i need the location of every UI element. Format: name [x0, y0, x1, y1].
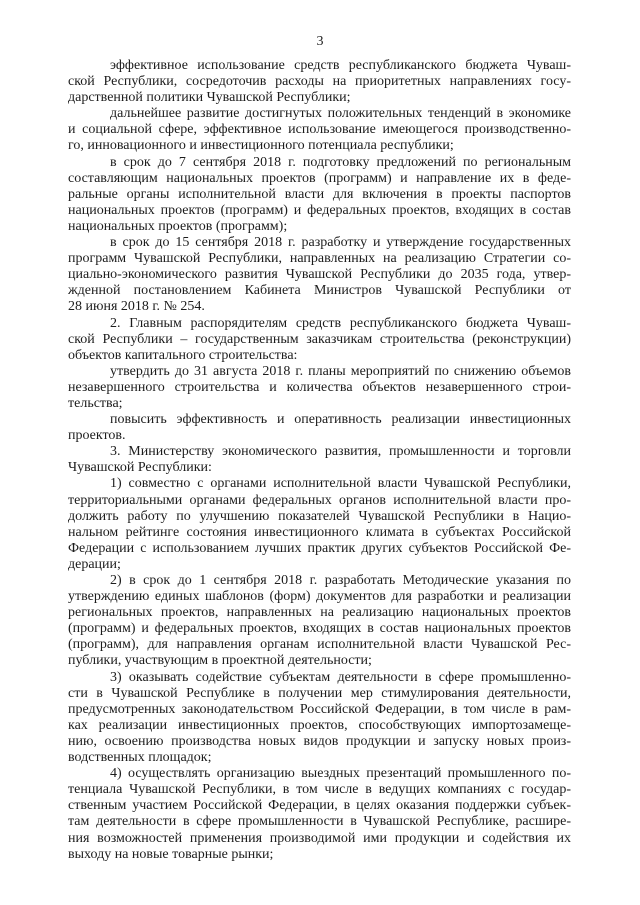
- text-line: ния возможностей применения производимой ими продукции и содействия их: [68, 830, 571, 846]
- text-line: дарственной политики Чувашской Республики;: [68, 90, 351, 106]
- text-line: должить работу по улучшению показателей Чувашской Республики в Нацио-: [68, 508, 571, 524]
- text-line: жденной постановлением Кабинета Министров Чувашской Республики от: [68, 283, 571, 299]
- text-line: тенциала Чувашской Республики, в том числе в ведущих компаниях с государ-: [68, 782, 571, 798]
- text-line: составляющим национальных проектов (программ) и направление их в феде-: [68, 170, 571, 186]
- text-line: незавершенного строительства и количества объектов незавершенного строи-: [68, 379, 571, 395]
- text-line: 3) оказывать содействие субъектам деятельности в сфере промышленно-: [110, 669, 571, 685]
- paragraph: [68, 106, 571, 154]
- text-line: нию, освоению производства новых видов продукции и запуску новых произ-: [68, 733, 571, 749]
- paragraph: [68, 766, 571, 863]
- text-line: предусмотренных законодательством Российской Федерации, в том числе в рам-: [68, 701, 571, 717]
- text-line: утверждению единых шаблонов (форм) документов для разработки и реализации: [68, 589, 571, 605]
- paragraph: [68, 412, 571, 444]
- text-line: тельства;: [68, 395, 123, 411]
- text-line: 2) в срок до 1 сентября 2018 г. разработать Методические указания по: [110, 573, 571, 588]
- text-line: публики, участвующим в проектной деятельности;: [68, 653, 372, 669]
- text-line: ках реализации инвестиционных проектов, способствующих импортозамеще-: [68, 717, 571, 733]
- text-line: программ Чувашской Республики, направленных на реализацию Стратегии со-: [68, 251, 571, 267]
- paragraph: [68, 235, 571, 315]
- text-line: сти в Чувашской Республике в получении мер стимулирования деятельности,: [68, 685, 571, 701]
- text-line: 2. Главным распорядителям средств республиканского бюджета Чуваш-: [110, 315, 571, 331]
- document-body: [68, 58, 571, 863]
- page-number: 3: [316, 34, 324, 49]
- paragraph: [68, 573, 571, 670]
- text-line: в срок до 15 сентября 2018 г. разработку и утверждение государственных: [110, 235, 571, 251]
- text-line: там деятельности в сфере промышленности в Чувашской Республике, расшире-: [68, 814, 571, 830]
- text-line: водственных площадок;: [68, 750, 212, 766]
- text-line: Федерации с использованием лучших практик других субъектов Российской Фе-: [68, 540, 571, 556]
- text-line: объектов капитального строительства:: [68, 347, 298, 363]
- text-line: ской Республики, сосредоточив расходы на приоритетных направлениях госу-: [68, 74, 571, 90]
- text-line: ской Республики – государственным заказчикам строительства (реконструкции): [68, 331, 571, 347]
- text-line: повысить эффективность и оперативность реализации инвестиционных: [110, 412, 571, 428]
- text-line: территориальными органами федеральных органов исполнительной власти про-: [68, 492, 571, 508]
- text-line: в срок до 7 сентября 2018 г. подготовку предложений по региональным: [110, 154, 571, 170]
- text-line: нальном рейтинге состояния инвестиционного климата в субъектах Российской: [68, 524, 571, 540]
- text-line: проектов.: [68, 428, 126, 444]
- paragraph: [68, 476, 571, 573]
- paragraph: [68, 316, 571, 364]
- paragraph: [68, 58, 571, 106]
- text-line: национальных проектов (программ);: [68, 218, 288, 234]
- paragraph: [68, 155, 571, 235]
- text-line: 4) осуществлять организацию выездных презентаций промышленного по-: [110, 766, 571, 782]
- text-line: Чувашской Республики:: [68, 460, 212, 476]
- text-line: ственным участием Российской Федерации, в целях оказания поддержки субъек-: [68, 798, 571, 814]
- paragraph: [68, 670, 571, 767]
- text-line: эффективное использование средств республиканского бюджета Чуваш-: [110, 58, 571, 73]
- text-line: ральные органы исполнительной власти для включения в проекты паспортов: [68, 186, 571, 202]
- text-line: дерации;: [68, 556, 121, 572]
- text-line: региональных проектов, направленных на реализацию национальных проектов: [68, 605, 571, 621]
- text-line: циально-экономического развития Чувашской Республики до 2035 года, утвер-: [68, 267, 571, 283]
- text-line: дальнейшее развитие достигнутых положительных тенденций в экономике: [110, 106, 571, 122]
- paragraph: [68, 444, 571, 476]
- text-line: (программ) и федеральных проектов, входящих в состав национальных проектов: [68, 621, 571, 637]
- text-line: го, инновационного и инвестиционного потенциала республики;: [68, 138, 454, 154]
- text-line: утвердить до 31 августа 2018 г. планы мероприятий по снижению объемов: [110, 363, 571, 379]
- text-line: и социальной сфере, эффективное использование имеющегося производственно-: [68, 122, 571, 138]
- paragraph: [68, 364, 571, 412]
- text-line: (программ), для направления органам исполнительной власти Чувашской Рес-: [68, 637, 571, 653]
- text-line: национальных проектов (программ) и федеральных проектов, входящих в состав: [68, 202, 571, 218]
- text-line: выходу на новые товарные рынки;: [68, 846, 274, 862]
- text-line: 3. Министерству экономического развития, промышленности и торговли: [110, 444, 571, 460]
- text-line: 1) совместно с органами исполнительной власти Чувашской Республики,: [110, 476, 571, 492]
- text-line: 28 июня 2018 г. № 254.: [68, 299, 205, 315]
